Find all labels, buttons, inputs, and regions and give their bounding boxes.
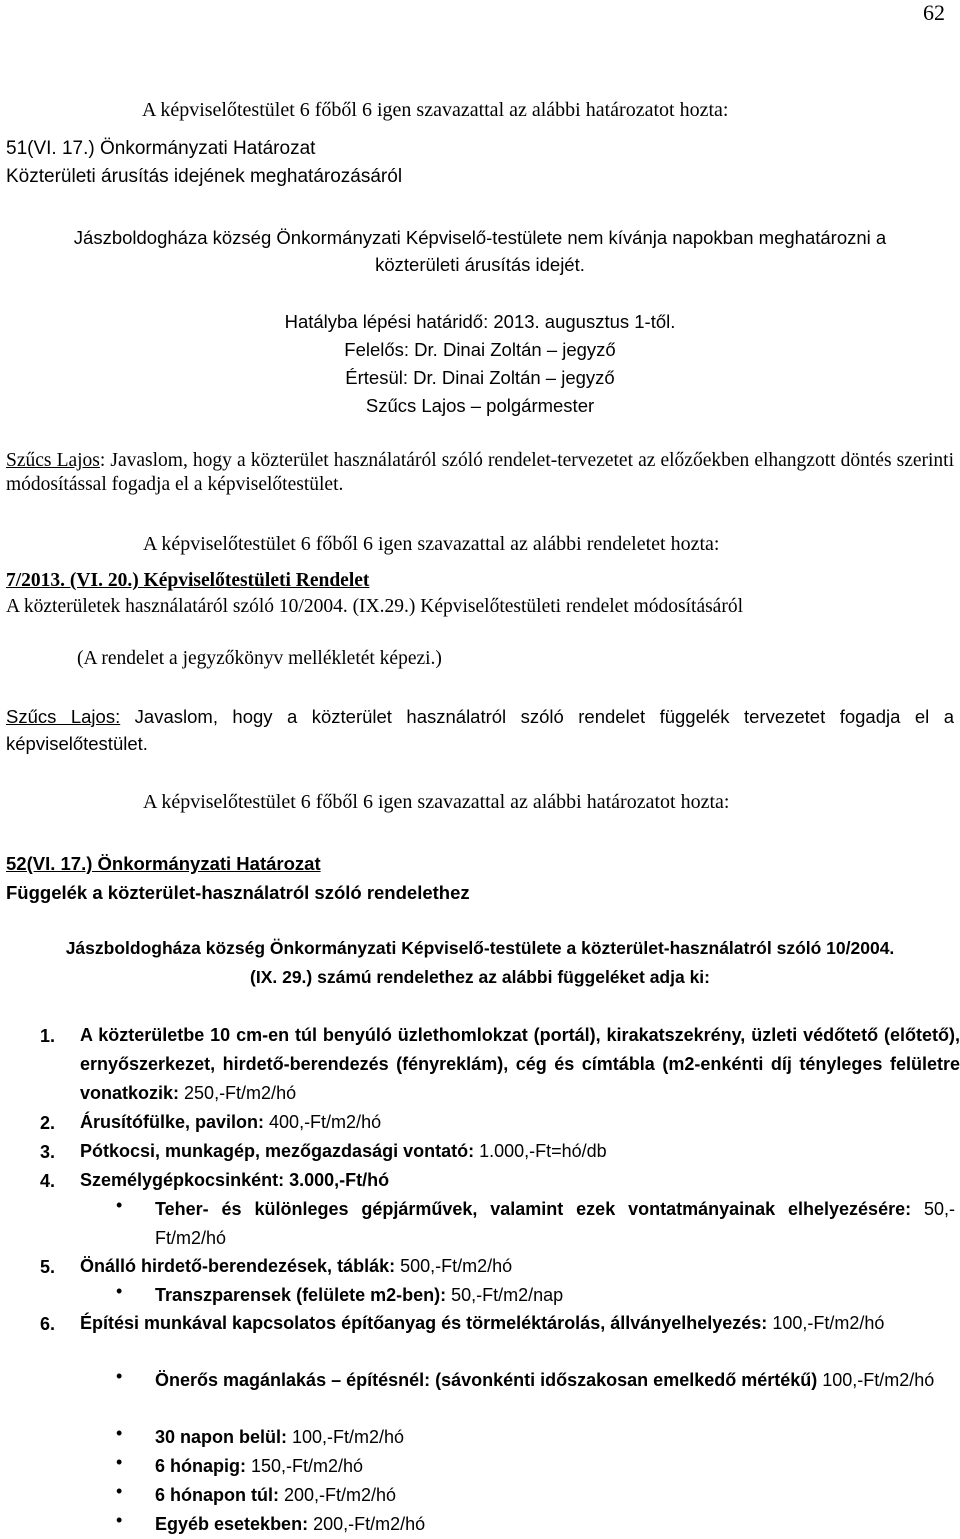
fee-item bbox=[80, 1108, 960, 1137]
proposal-1 bbox=[6, 449, 954, 497]
bullet-icon: • bbox=[116, 1195, 123, 1215]
fee-subitem-value: 50,-Ft/m2/nap bbox=[446, 1285, 564, 1305]
proposal-1-speaker: Szűcs Lajos bbox=[6, 450, 100, 471]
fee-subitem bbox=[155, 1281, 955, 1310]
fee-subitem-label: Transzparensek (felülete m2-ben): bbox=[155, 1285, 447, 1305]
resolution-51-number: 51(VI. 17.) Önkormányzati Határozat bbox=[6, 138, 316, 159]
resolution-51-text-line2: közterületi árusítás idejét. bbox=[375, 254, 585, 275]
vote-statement-3: A képviselőtestület 6 főből 6 igen szavazattal az alábbi határozatot hozta: bbox=[143, 791, 730, 813]
resolution-51-responsible: Felelős: Dr. Dinai Zoltán – jegyző bbox=[344, 339, 616, 360]
resolution-51-subject: Közterületi árusítás idejének meghatározásáról bbox=[6, 166, 403, 187]
fee-item-number: 4. bbox=[40, 1171, 56, 1191]
resolution-51-notify-1: Értesül: Dr. Dinai Zoltán – jegyző bbox=[345, 367, 615, 388]
fee-subitem-label: Önerős magánlakás – építésnél: (sávonkénti időszakosan emelkedő mértékű) bbox=[155, 1370, 818, 1390]
resolution-52-text-line1: Jászboldogháza község Önkormányzati Képviselő-testülete a közterület-használatról szóló 10/2004. bbox=[65, 938, 895, 958]
fee-subitem-value: 150,-Ft/m2/hó bbox=[246, 1456, 364, 1476]
proposal-2-text: Javaslom, hogy a közterület használatról szóló rendelet függelék tervezetet fogadja el a képviselőtestület. bbox=[6, 706, 954, 754]
fee-item bbox=[80, 1166, 960, 1195]
resolution-51-notify-2: Szűcs Lajos – polgármester bbox=[365, 395, 595, 416]
fee-subitem bbox=[155, 1366, 955, 1395]
fee-item-number: 5. bbox=[40, 1257, 56, 1277]
fee-subitem-value: 100,-Ft/m2/hó bbox=[287, 1427, 405, 1447]
fee-item-label: Pótkocsi, munkagép, mezőgazdasági vontató: bbox=[80, 1141, 475, 1161]
regulation-number: 7/2013. (VI. 20.) Képviselőtestületi Rendelet bbox=[6, 570, 370, 591]
fee-item-label: Építési munkával kapcsolatos építőanyag és törmeléktárolás, állványelhelyezés: bbox=[80, 1313, 768, 1333]
fee-item bbox=[80, 1021, 960, 1108]
bullet-icon: • bbox=[116, 1452, 123, 1472]
resolution-51-deadline: Hatályba lépési határidő: 2013. augusztus 1-től. bbox=[284, 311, 676, 332]
fee-item-number: 3. bbox=[40, 1142, 56, 1162]
fee-item bbox=[80, 1252, 960, 1281]
fee-item-value: 250,-Ft/m2/hó bbox=[179, 1083, 297, 1103]
regulation-subject: A közterületek használatáról szóló 10/2004. (IX.29.) Képviselőtestületi rendelet módosításáról bbox=[6, 596, 744, 617]
fee-item-value: 1.000,-Ft=hó/db bbox=[474, 1141, 607, 1161]
fee-item-number: 1. bbox=[40, 1026, 56, 1046]
vote-statement-1: A képviselőtestület 6 főből 6 igen szavazattal az alábbi határozatot hozta: bbox=[142, 99, 729, 121]
fee-subitem bbox=[155, 1452, 955, 1481]
fee-item-label: A közterületbe 10 cm-en túl benyúló üzlethomlokzat (portál), kirakatszekrény, üzleti védőtető (előtető), ernyőszerkezet, hirdető-berendezés (fényreklám), cég és címtábla (m2-enkénti díj tényleges felületre vonatkozik: bbox=[80, 1025, 960, 1103]
proposal-2 bbox=[6, 703, 954, 757]
fee-subitem-label: Teher- és különleges gépjárművek, valamint ezek vontatmányainak elhelyezésére: bbox=[155, 1199, 912, 1219]
bullet-icon: • bbox=[116, 1423, 123, 1443]
fee-item-value: 100,-Ft/m2/hó bbox=[767, 1313, 885, 1333]
page-number: 62 bbox=[923, 0, 945, 25]
fee-item bbox=[80, 1309, 960, 1338]
resolution-52-subject: Függelék a közterület-használatról szóló rendelethez bbox=[6, 882, 470, 903]
fee-item bbox=[80, 1137, 960, 1166]
resolution-52-text-line2: (IX. 29.) számú rendelethez az alábbi függeléket adja ki: bbox=[250, 967, 710, 987]
fee-subitem bbox=[155, 1423, 955, 1452]
fee-item-label: Személygépkocsinként: 3.000,-Ft/hó bbox=[80, 1170, 390, 1190]
fee-subitem bbox=[155, 1481, 955, 1510]
bullet-icon: • bbox=[116, 1510, 123, 1530]
fee-subitem-value: 200,-Ft/m2/hó bbox=[308, 1514, 426, 1534]
fee-subitem-label: 30 napon belül: bbox=[155, 1427, 288, 1447]
fee-item-label: Önálló hirdető-berendezések, táblák: bbox=[80, 1256, 396, 1276]
proposal-1-text: : Javaslom, hogy a közterület használatáról szóló rendelet-tervezetet az előzőekben elhangzott döntés szerinti módosítással fogadja el a képviselőtestület. bbox=[6, 450, 955, 495]
fee-item-number: 6. bbox=[40, 1314, 56, 1334]
bullet-icon: • bbox=[116, 1481, 123, 1501]
fee-item-value: 500,-Ft/m2/hó bbox=[395, 1256, 513, 1276]
resolution-52-number: 52(VI. 17.) Önkormányzati Határozat bbox=[6, 853, 321, 874]
proposal-2-speaker: Szűcs Lajos: bbox=[6, 706, 121, 727]
fee-subitem-value: 100,-Ft/m2/hó bbox=[817, 1370, 935, 1390]
fee-subitem-label: 6 hónapon túl: bbox=[155, 1485, 279, 1505]
fee-item-label: Árusítófülke, pavilon: bbox=[80, 1112, 265, 1132]
bullet-icon: • bbox=[116, 1366, 123, 1386]
regulation-annex-note: (A rendelet a jegyzőkönyv mellékletét képezi.) bbox=[77, 648, 442, 669]
fee-subitem bbox=[155, 1510, 955, 1539]
fee-subitem-value: 50,-Ft/m2/hó bbox=[155, 1199, 955, 1248]
fee-subitem bbox=[155, 1195, 955, 1253]
bullet-icon: • bbox=[116, 1281, 123, 1301]
fee-subitem-label: Egyéb esetekben: bbox=[155, 1514, 309, 1534]
fee-item-number: 2. bbox=[40, 1113, 56, 1133]
fee-subitem-label: 6 hónapig: bbox=[155, 1456, 246, 1476]
fee-item-value: 400,-Ft/m2/hó bbox=[264, 1112, 382, 1132]
fee-subitem-value: 200,-Ft/m2/hó bbox=[278, 1485, 397, 1505]
resolution-51-text-line1: Jászboldogháza község Önkormányzati Képviselő-testülete nem kívánja napokban meghatározni a bbox=[73, 227, 887, 248]
vote-statement-2: A képviselőtestület 6 főből 6 igen szavazattal az alábbi rendeletet hozta: bbox=[143, 533, 720, 555]
